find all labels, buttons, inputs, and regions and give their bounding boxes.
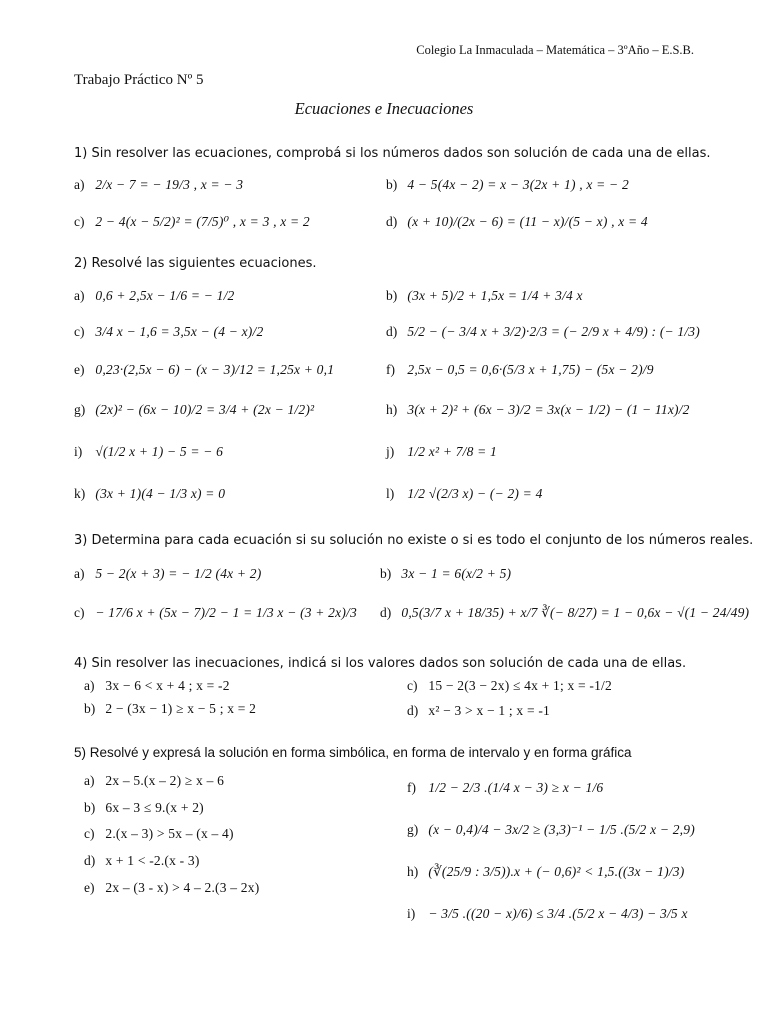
exercise-label: g) [74,402,86,417]
equation: (x + 10)/(2x − 6) = (11 − x)/(5 − x) , x = 4 [407,214,648,229]
exercise-2k [74,486,225,502]
equation: 3(x + 2)² + (6x − 3)/2 = 3x(x − 1/2) − (1 − 11x)/2 [407,402,690,417]
exercise-5e [84,880,259,896]
exercise-label: c) [74,214,85,229]
exercise-2f [386,362,654,378]
inequality: x + 1 < -2.(x - 3) [105,853,200,868]
exercise-3b [380,566,511,582]
exercise-label: f) [407,780,416,795]
exercise-3a [74,566,261,582]
inequality: (x − 0,4)/4 − 3x/2 ≥ (3,3)⁻¹ − 1/5 .(5/2 x − 2,9) [428,822,695,837]
inequality: 3x − 6 < x + 4 ; x = -2 [105,678,230,693]
section-4-heading: 4) Sin resolver las inecuaciones, indicá si los valores dados son solución de cada una de ellas. [74,656,687,671]
exercise-label: d) [407,703,419,718]
exercise-2d [386,324,700,340]
exercise-label: a) [84,678,95,693]
exercise-label: c) [74,324,85,339]
exercise-5a [84,773,224,789]
exercise-2c [74,324,263,340]
inequality: (∛(25/9 : 3/5)).x + (− 0,6)² < 1,5.((3x − 1)/3) [428,864,685,879]
equation: 0,6 + 2,5x − 1/6 = − 1/2 [95,288,235,303]
exercise-2h [386,402,690,418]
exercise-label: a) [74,288,85,303]
inequality: 2x – (3 - x) > 4 – 2.(3 – 2x) [105,880,260,895]
exercise-4a [84,678,230,694]
inequality: 2.(x – 3) > 5x – (x – 4) [105,826,234,841]
equation: 0,23·(2,5x − 6) − (x − 3)/12 = 1,25x + 0,1 [95,362,335,377]
exercise-4b [84,701,256,717]
equation: 2,5x − 0,5 = 0,6·(5/3 x + 1,75) − (5x − 2)/9 [407,362,654,377]
exercise-3d [380,605,749,621]
exercise-label: f) [386,362,395,377]
section-2-heading: 2) Resolvé las siguientes ecuaciones. [74,256,317,271]
exercise-label: j) [386,444,395,459]
inequality: 15 − 2(3 − 2x) ≤ 4x + 1; x = -1/2 [428,678,612,693]
exercise-1c [74,214,310,230]
exercise-2e [74,362,334,378]
exercise-1b [386,177,629,193]
exercise-5f [407,780,603,796]
inequality: 2x – 5.(x – 2) ≥ x – 6 [105,773,225,788]
inequality: − 3/5 .((20 − x)/6) ≤ 3/4 .(5/2 x − 4/3) − 3/5 x [428,906,688,921]
equation: 1/2 x² + 7/8 = 1 [407,444,497,459]
exercise-2i [74,444,223,460]
exercise-label: k) [74,486,86,501]
section-5-heading: 5) Resolvé y expresá la solución en forma simbólica, en forma de intervalo y en forma gráfica [74,745,632,760]
exercise-5g [407,822,695,838]
equation: 4 − 5(4x − 2) = x − 3(2x + 1) , x = − 2 [407,177,629,192]
exercise-1d [386,214,648,230]
exercise-5h [407,864,684,880]
equation: 2/x − 7 = − 19/3 , x = − 3 [95,177,244,192]
exercise-label: c) [407,678,418,693]
inequality: x² − 3 > x − 1 ; x = -1 [428,703,550,718]
inequality: 2 − (3x − 1) ≥ x − 5 ; x = 2 [105,701,257,716]
inequality: 6x – 3 ≤ 9.(x + 2) [105,800,204,815]
exercise-label: a) [84,773,95,788]
worksheet-title: Trabajo Práctico Nº 5 [74,72,204,88]
exercise-5i [407,906,688,922]
exercise-2a [74,288,234,304]
equation: 3x − 1 = 6(x/2 + 5) [401,566,512,581]
equation: 1/2 √(2/3 x) − (− 2) = 4 [407,486,543,501]
exercise-4c [407,678,612,694]
exercise-label: b) [386,177,398,192]
exercise-4d [407,703,550,719]
equation: (3x + 5)/2 + 1,5x = 1/4 + 3/4 x [407,288,583,303]
worksheet-subtitle: Ecuaciones e Inecuaciones [294,99,474,118]
exercise-label: l) [386,486,395,501]
exercise-1a [74,177,243,193]
equation: 5 − 2(x + 3) = − 1/2 (4x + 2) [95,566,262,581]
equation: 3/4 x − 1,6 = 3,5x − (4 − x)/2 [95,324,264,339]
exercise-5d [84,853,200,869]
exercise-2b [386,288,583,304]
exercise-2g [74,402,314,418]
exercise-label: d) [84,853,96,868]
exercise-label: c) [74,605,85,620]
equation: (2x)² − (6x − 10)/2 = 3/4 + (2x − 1/2)² [95,402,315,417]
exercise-2j [386,444,497,460]
school-header: Colegio La Inmaculada – Matemática – 3ºAño – E.S.B. [416,43,694,57]
exercise-label: b) [386,288,398,303]
exercise-label: h) [386,402,398,417]
exercise-label: a) [74,566,85,581]
section-3-heading: 3) Determina para cada ecuación si su solución no existe o si es todo el conjunto de los números reales. [74,533,754,548]
equation: 2 − 4(x − 5/2)² = (7/5)⁰ , x = 3 , x = 2 [95,214,310,229]
exercise-label: d) [386,214,398,229]
exercise-5c [84,826,234,842]
exercise-label: d) [386,324,398,339]
exercise-label: d) [380,605,392,620]
equation: (3x + 1)(4 − 1/3 x) = 0 [95,486,226,501]
exercise-label: i) [407,906,416,921]
equation: − 17/6 x + (5x − 7)/2 − 1 = 1/3 x − (3 + 2x)/3 [95,605,357,620]
exercise-label: e) [74,362,85,377]
exercise-label: a) [74,177,85,192]
section-1-heading: 1) Sin resolver las ecuaciones, comprobá si los números dados son solución de cada una de ellas. [74,146,711,161]
exercise-label: g) [407,822,419,837]
exercise-3c [74,605,357,621]
exercise-label: i) [74,444,83,459]
exercise-label: e) [84,880,95,895]
exercise-2l [386,486,543,502]
inequality: 1/2 − 2/3 .(1/4 x − 3) ≥ x − 1/6 [428,780,604,795]
exercise-label: b) [84,800,96,815]
equation: 0,5(3/7 x + 18/35) + x/7 ∛(− 8/27) = 1 − 0,6x − √(1 − 24/49) [401,605,750,620]
exercise-label: c) [84,826,95,841]
exercise-label: b) [380,566,392,581]
exercise-label: h) [407,864,419,879]
exercise-5b [84,800,204,816]
equation: 5/2 − (− 3/4 x + 3/2)·2/3 = (− 2/9 x + 4/9) : (− 1/3) [407,324,700,339]
exercise-label: b) [84,701,96,716]
equation: √(1/2 x + 1) − 5 = − 6 [95,444,224,459]
